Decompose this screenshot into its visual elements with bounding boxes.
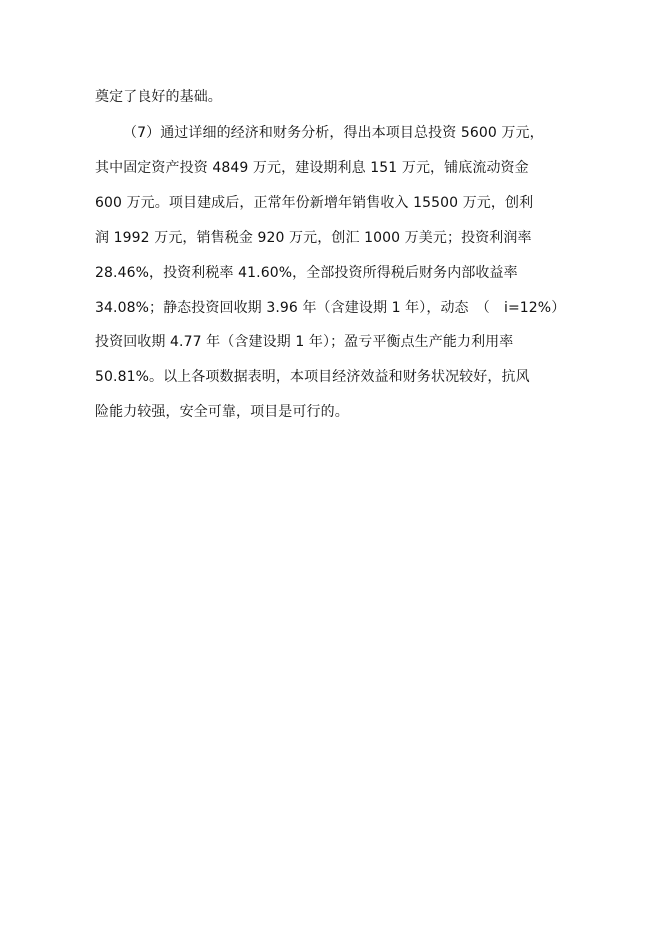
paragraph-line-2: （7）通过详细的经济和财务分析，得出本项目总投资 5600 万元，	[123, 125, 544, 141]
paragraph-line-1: 奠定了良好的基础。	[95, 89, 222, 105]
paragraph-line-3: 其中固定资产投资 4849 万元，建设期利息 151 万元，铺底流动资金	[95, 160, 529, 176]
paragraph-line-5: 润 1992 万元，销售税金 920 万元，创汇 1000 万美元；投资利润率	[95, 230, 532, 246]
paragraph-line-6: 28.46%，投资利税率 41.60%，全部投资所得税后财务内部收益率	[95, 265, 518, 281]
paragraph-line-4: 600 万元。项目建成后，正常年份新增年销售收入 15500 万元，创利	[95, 195, 534, 211]
paragraph-line-7: 34.08%；静态投资回收期 3.96 年（含建设期 1 年），动态 （ i=12%）	[95, 300, 566, 316]
paragraph-line-10: 险能力较强，安全可靠，项目是可行的。	[95, 404, 349, 420]
paragraph-line-9: 50.81%。以上各项数据表明，本项目经济效益和财务状况较好，抗风	[95, 369, 530, 385]
paragraph-line-8: 投资回收期 4.77 年（含建设期 1 年）；盈亏平衡点生产能力利用率	[95, 334, 514, 350]
